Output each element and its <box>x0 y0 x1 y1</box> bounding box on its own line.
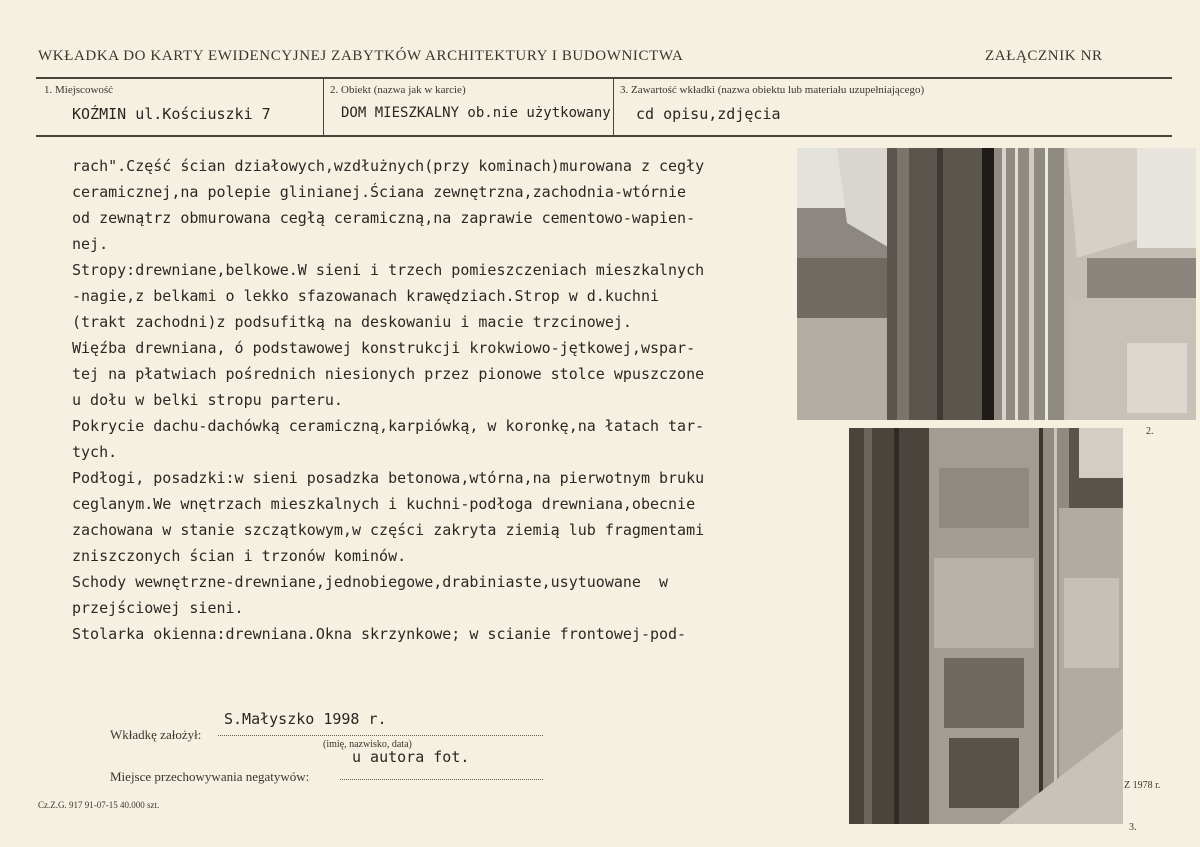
author-dotted-line <box>218 735 543 736</box>
content-value: cd opisu,zdjęcia <box>636 105 781 123</box>
attachment-number-label: ZAŁĄCZNIK NR <box>985 48 1103 64</box>
header-divider-top <box>36 77 1172 79</box>
object-label: 2. Obiekt (nazwa jak w karcie) <box>330 84 466 96</box>
negatives-label: Miejsce przechowywania negatywów: <box>110 769 310 784</box>
field-divider-1 <box>323 79 324 135</box>
field-divider-2 <box>613 79 614 135</box>
location-label: 1. Miejscowość <box>44 84 114 96</box>
negatives-value: u autora fot. <box>352 748 470 766</box>
text-line: od zewnątrz obmurowana cegłą ceramiczną,na zaprawie cementowo-wapien- <box>72 209 696 227</box>
photo-wall-detail-1 <box>797 148 1196 420</box>
text-line: Podłogi, posadzki:w sieni posadzka betonowa,wtórna,na pierwotnym bruku <box>72 469 705 487</box>
text-line: ceglanym.We wnętrzach mieszkalnych i kuchni-podłoga drewniana,obecnie <box>72 495 696 513</box>
photo-year-label: Z 1978 r. <box>1124 780 1161 791</box>
text-line: Więźba drewniana, ó podstawowej konstrukcji krokwiowo-jętkowej,wspar- <box>72 339 696 357</box>
text-line: zachowana w stanie szczątkowym,w części zakryta ziemią lub fragmentami <box>72 521 705 539</box>
description-text <box>72 153 792 647</box>
print-code: Cz.Z.G. 917 91-07-15 40.000 szt. <box>38 800 160 810</box>
text-line: u dołu w belki stropu parteru. <box>72 391 343 409</box>
form-title: WKŁADKA DO KARTY EWIDENCYJNEJ ZABYTKÓW ARCHITEKTURY I BUDOWNICTWA <box>38 48 684 64</box>
text-line: -nagie,z belkami o lekko sfazowanach krawędziach.Strop w d.kuchni <box>72 287 659 305</box>
author-label: Wkładkę założył: <box>110 727 202 742</box>
content-label: 3. Zawartość wkładki (nazwa obiektu lub materiału uzupełniającego) <box>620 84 925 96</box>
location-value: KOŹMIN ul.Kościuszki 7 <box>72 105 271 123</box>
header-divider-bottom <box>36 135 1172 137</box>
text-line: przejściowej sieni. <box>72 599 244 617</box>
negatives-dotted-line <box>340 779 543 780</box>
photo-1-number: 2. <box>1146 426 1154 437</box>
text-line: tej na płatwiach pośrednich niesionych przez pionowe stolce wpuszczone <box>72 365 705 383</box>
text-line: Pokrycie dachu-dachówką ceramiczną,karpiówką, w koronkę,na łatach tar- <box>72 417 705 435</box>
text-line: Schody wewnętrzne-drewniane,jednobiegowe,drabiniaste,usytuowane w <box>72 573 669 591</box>
text-line: Stropy:drewniane,belkowe.W sieni i trzech pomieszczeniach mieszkalnych <box>72 261 705 279</box>
text-line: (trakt zachodni)z podsufitką na deskowaniu i macie trzcinowej. <box>72 313 632 331</box>
text-line: zniszczonych ścian i trzonów kominów. <box>72 547 407 565</box>
photo-wall-detail-2 <box>849 428 1123 824</box>
object-value: DOM MIESZKALNY ob.nie użytkowany <box>341 105 611 121</box>
author-caption: (imię, nazwisko, data) <box>323 739 412 750</box>
text-line: rach".Część ścian działowych,wzdłużnych(przy kominach)murowana z cegły <box>72 157 705 175</box>
author-value: S.Małyszko 1998 r. <box>224 710 387 728</box>
text-line: tych. <box>72 443 118 461</box>
photo-2-number: 3. <box>1129 822 1137 833</box>
text-line: nej. <box>72 235 109 253</box>
text-line: Stolarka okienna:drewniana.Okna skrzynkowe; w scianie frontowej-pod- <box>72 625 687 643</box>
text-line: ceramicznej,na polepie glinianej.Ściana zewnętrzna,zachodnia-wtórnie <box>72 183 687 201</box>
